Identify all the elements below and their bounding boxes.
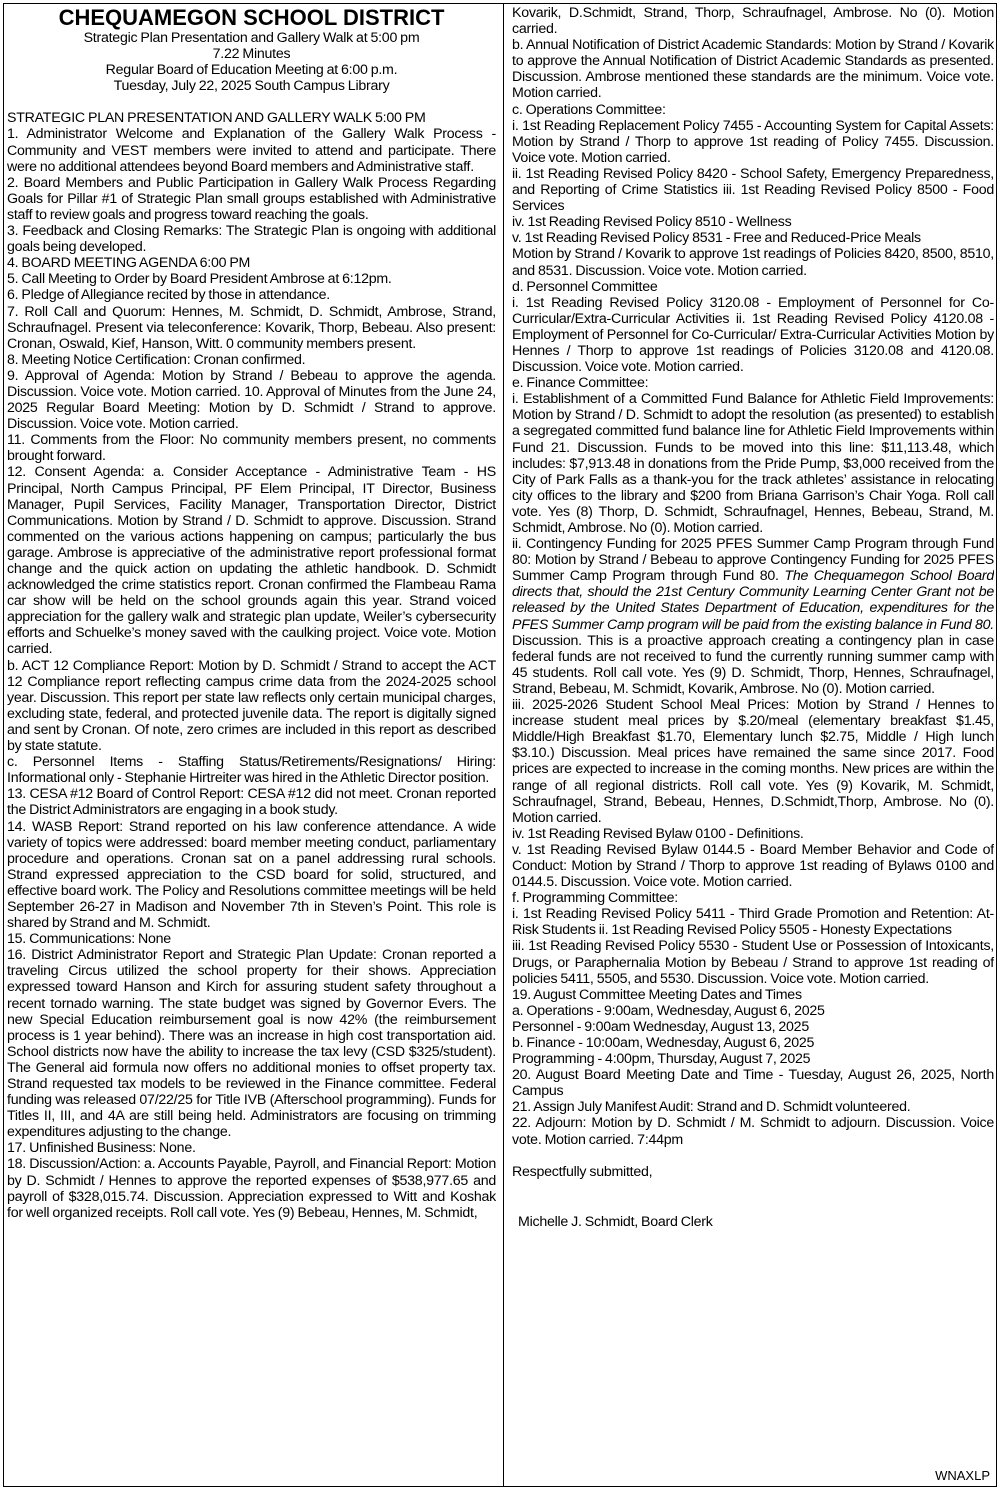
contingency-paragraph bbox=[512, 536, 994, 697]
paragraph: f. Programming Committee: bbox=[512, 890, 679, 907]
contingency-text: Discussion. This is a proactive approach creating a contingency plan in case federal funds are not received to fund the currently running summer camp with 45 students. Roll call vote. Yes (9) D. Schmidt, Thorp, Hennes, Schraufnagel, Strand, Bebeau, M. Schmidt, Kovarik, Ambrose. No (0). Motion carried. bbox=[512, 632, 994, 697]
paragraph: ii. 1st Reading Revised Policy 8420 - School Safety, Emergency Preparedness, and Reporting of Crime Statistics iii. 1st Reading Revised Policy 8500 - Food Services bbox=[512, 165, 994, 215]
header-line: 7.22 Minutes bbox=[212, 46, 291, 63]
paragraph: 19. August Committee Meeting Dates and Times bbox=[512, 986, 802, 1003]
paragraph: Motion by Strand / Kovarik to approve 1st readings of Policies 8420, 8500, 8510, and 8531. Discussion. Voice vote. Motion carried. bbox=[512, 246, 994, 279]
right-body bbox=[512, 5, 994, 536]
paragraph: 9. Approval of Agenda: Motion by Strand / Bebeau to approve the agenda. Discussion. Voice vote. Motion carried. 10. Approval of Minutes from the June 24, 2025 Regular Board Meeting: Motion by D. Schmidt / Strand to approve. Discussion. Voice vote. Motion carried. bbox=[7, 367, 496, 433]
paragraph: Personnel - 9:00am Wednesday, August 13, 2025 bbox=[512, 1018, 809, 1035]
paragraph: e. Finance Committee: bbox=[512, 375, 649, 392]
paragraph: 3. Feedback and Closing Remarks: The Strategic Plan is ongoing with additional goals being developed. bbox=[7, 223, 496, 256]
paragraph: i. 1st Reading Revised Policy 3120.08 - Employment of Personnel for Co-Curricular/Extra-Curricular Activities ii. 1st Reading Revised Policy 4120.08 - Employment of Personnel for Co-Curricular/ Extra-Curricular Activities Motion by Hennes / Thorp to approve 1st readings of Policies 3120.08 and 4120.08. Discussion. Voice vote. Motion carried. bbox=[512, 294, 994, 376]
paragraph: 1. Administrator Welcome and Explanation of the Gallery Walk Process - Community and VEST members were invited to attend and participate. There were no additional attendees beyond Board members and Administrative staff. bbox=[7, 126, 496, 175]
paragraph: 16. District Administrator Report and Strategic Plan Update: Cronan reported a traveling Circus utilized the school property for their shows. Appreciation expressed toward Hanson and Kirch for assuring student safety throughout a recent tornado warning. The state budget was signed by Governor Evers. The new Special Education reimbursement goal is now 42% (the reimbursement process is 1 year behind). There was an increase in high cost transportation aid. School districts now have the ability to increase the tax levy (CSD $325/student). The General aid formula now offers no additional monies to offset property tax. Strand requested tax models to be reviewed in the Finance committee. Federal funding was released 07/22/25 for Title IVB (Afterschool programming). Funds for Titles II, III, and 4A are still being held. Administrators are focusing on trimming expenditures adjusting to the change. bbox=[7, 947, 496, 1141]
publication-code: WNAXLP bbox=[935, 1468, 990, 1483]
board-directive: The Chequamegon School Board directs that, should the 21st Century Community Learning Center Grant not be released by the United States Department of Education, expenditures for the PFES Summer Camp program will be paid from the existing balance in Fund 80. bbox=[512, 568, 994, 633]
paragraph: i. 1st Reading Revised Policy 5411 - Third Grade Promotion and Retention: At-Risk Students ii. 1st Reading Revised Policy 5505 - Honesty Expectations bbox=[512, 906, 994, 939]
paragraph: 6. Pledge of Allegiance recited by those in attendance. bbox=[7, 287, 330, 304]
paragraph: b. Annual Notification of District Academic Standards: Motion by Strand / Kovarik to approve the Annual Notification of District Academic Standards as presented. Discussion. Ambrose mentioned these standards are the minimum. Voice vote. Motion carried. bbox=[512, 37, 994, 102]
right-column bbox=[512, 5, 994, 1485]
paragraph: b. ACT 12 Compliance Report: Motion by D. Schmidt / Strand to accept the ACT 12 Compliance report reflecting campus crime data from the 2024-2025 school year. Discussion. This report per state law reflects only certain municipal charges, excluding state, federal, and protected juvenile data. The report is digitally signed and sent by Cronan. Of note, zero crimes are included in this report as described by state statute. bbox=[7, 657, 496, 755]
paragraph: 7. Roll Call and Quorum: Hennes, M. Schmidt, D. Schmidt, Ambrose, Strand, Schraufnagel. Present via teleconference: Kovarik, Thorp, Bebeau. Also present: Cronan, Oswald, Kief, Hanson, Witt. 0 community members present. bbox=[7, 303, 496, 352]
paragraph: 17. Unfinished Business: None. bbox=[7, 1140, 196, 1157]
paragraph: 5. Call Meeting to Order by Board President Ambrose at 6:12pm. bbox=[7, 271, 392, 288]
paragraph: 18. Discussion/Action: a. Accounts Payable, Payroll, and Financial Report: Motion by D. Schmidt / Hennes to approve the reported expenses of $538,977.65 and payroll of $328,015.74. Discussion. Appreciation expressed to Witt and Koshak for well organized receipts. Roll call vote. Yes (9) Bebeau, Hennes, M. Schmidt, bbox=[7, 1156, 496, 1221]
paragraph: i. Establishment of a Committed Fund Balance for Athletic Field Improvements: Motion by Strand / D. Schmidt to adopt the resolution (as presented) to establish a segregated committed fund balance line for Athletic Field Improvements within Fund 21. Discussion. Funds to be moved into this line: $11,113.48, which includes: $7,913.48 in donations from the Pride Pump, $3,000 received from the City of Park Falls as a thank-you for the track athletes’ assistance in relocating city offices to the library and $200 from Briana Garrison’s Chair Yoga. Roll call vote. Yes (8) Thorp, D. Schmidt, Schraufnagel, Hennes, Bebeau, Strand, M. Schmidt, Ambrose. No (0). Motion carried. bbox=[512, 391, 994, 536]
paragraph: 4. BOARD MEETING AGENDA 6:00 PM bbox=[7, 255, 251, 272]
paragraph: 12. Consent Agenda: a. Consider Acceptance - Administrative Team - HS Principal, North Campus Principal, PF Elem Principal, IT Director, Business Manager, Pupil Services, Facility Manager, Transportation Director, District Communications. Motion by Strand / D. Schmidt to approve. Discussion. Strand commented on the various actions happening on campus; particularly the bus garage. Ambrose is appreciative of the administrative report professional format change and the quick action on updating the athletic handbook. D. Schmidt acknowledged the crime statistics report. Cronan confirmed the Flambeau Rama car show will be held on the school grounds again this year. Strand voiced appreciation for the gallery walk and strategic plan update, Weiler’s cybersecurity efforts and Schuelke’s money saved with the caulking project. Voice vote. Motion carried. bbox=[7, 464, 496, 658]
paragraph: 14. WASB Report: Strand reported on his law conference attendance. A wide variety of topics were addressed: board member meeting conduct, parliamentary procedure and operations. Cronan sat on a panel addressing rural schools. Strand expressed appreciation to the CSD board for solid, structured, and effective board work. The Policy and Resolutions committee meetings will be held September 26-27 in Madison and November 7th in Steven’s Point. This role is shared by Strand and M. Schmidt. bbox=[7, 818, 496, 932]
spacer bbox=[512, 1148, 994, 1164]
paragraph: 15. Communications: None bbox=[7, 931, 171, 948]
header-line: Regular Board of Education Meeting at 6:00 p.m. bbox=[105, 62, 398, 79]
legal-notice bbox=[3, 3, 997, 1487]
paragraph: v. 1st Reading Revised Bylaw 0144.5 - Board Member Behavior and Code of Conduct: Motion by Strand / Thorp to approve 1st reading of Bylaws 0100 and 0144.5. Discussion. Voice vote. Motion carried. bbox=[512, 841, 994, 891]
paragraph: STRATEGIC PLAN PRESENTATION AND GALLERY WALK 5:00 PM bbox=[7, 110, 426, 127]
spacer bbox=[512, 1180, 994, 1214]
right-body bbox=[512, 697, 994, 1148]
paragraph: c. Personnel Items - Staffing Status/Retirements/Resignations/ Hiring: Informational only - Stephanie Hirtreiter was hired in the Athletic Director position. bbox=[7, 754, 496, 787]
paragraph: b. Finance - 10:00am, Wednesday, August 6, 2025 bbox=[512, 1035, 815, 1051]
paragraph: 20. August Board Meeting Date and Time - Tuesday, August 26, 2025, North Campus bbox=[512, 1067, 994, 1100]
paragraph: c. Operations Committee: bbox=[512, 101, 666, 118]
district-title: CHEQUAMEGON SCHOOL DISTRICT bbox=[58, 5, 445, 30]
paragraph: iv. 1st Reading Revised Bylaw 0100 - Definitions. bbox=[512, 825, 804, 842]
paragraph: 8. Meeting Notice Certification: Cronan confirmed. bbox=[7, 351, 306, 368]
paragraph: iii. 2025-2026 Student School Meal Prices: Motion by Strand / Hennes to increase student meal prices by $.20/meal (elementary breakfast $1.45, Middle/High Breakfast $1.70, Elementary lunch $2.75, Middle / High lunch $3.10.) Discussion. Meal prices have remained the same since 2017. Food prices are expected to increase in the coming months. New prices are within the range of all regional districts. Roll call vote. Yes (9) Kovarik, M. Schmidt, Schraufnagel, Strand, Bebeau, Hennes, D.Schmidt,Thorp, Ambrose. No (0). Motion carried. bbox=[512, 697, 994, 826]
paragraph: 2. Board Members and Public Participation in Gallery Walk Process Regarding Goals for Pillar #1 of Strategic Plan small groups established with Administrative staff to review goals and progress toward reaching the goals. bbox=[7, 174, 496, 223]
paragraph: iv. 1st Reading Revised Policy 8510 - Wellness bbox=[512, 214, 792, 231]
header-line: Tuesday, July 22, 2025 South Campus Library bbox=[113, 78, 390, 95]
paragraph: 21. Assign July Manifest Audit: Strand and D. Schmidt volunteered. bbox=[512, 1099, 911, 1116]
paragraph: 13. CESA #12 Board of Control Report: CESA #12 did not meet. Cronan reported the District Administrators are engaging in a book study. bbox=[7, 786, 496, 819]
paragraph: v. 1st Reading Revised Policy 8531 - Free and Reduced-Price Meals bbox=[512, 230, 921, 247]
paragraph: d. Personnel Committee bbox=[512, 278, 658, 295]
paragraph: a. Operations - 9:00am, Wednesday, August 6, 2025 bbox=[512, 1002, 825, 1019]
paragraph: 11. Comments from the Floor: No community members present, no comments brought forward. bbox=[7, 432, 496, 465]
column-divider bbox=[503, 4, 504, 1486]
paragraph: Kovarik, D.Schmidt, Strand, Thorp, Schraufnagel, Ambrose. No (0). Motion carried. bbox=[512, 5, 994, 38]
spacer bbox=[7, 94, 496, 110]
paragraph: Programming - 4:00pm, Thursday, August 7, 2025 bbox=[512, 1051, 811, 1068]
left-column bbox=[7, 5, 496, 1485]
header bbox=[7, 7, 496, 94]
contingency-text: ii. Contingency Funding for 2025 PFES Summer Camp Program through Fund 80: Motion by Strand / Bebeau to approve Contingency Funding for 2025 PFES Summer Camp Program through Fund 80. bbox=[512, 536, 994, 585]
header-line: Strategic Plan Presentation and Gallery Walk at 5:00 pm bbox=[83, 30, 420, 46]
left-body bbox=[7, 110, 496, 1220]
closing: Respectfully submitted, bbox=[512, 1163, 653, 1180]
paragraph: iii. 1st Reading Revised Policy 5530 - Student Use or Possession of Intoxicants, Drugs, or Paraphernalia Motion by Bebeau / Strand to approve 1st reading of policies 5411, 5505, and 5530. Discussion. Voice vote. Motion carried. bbox=[512, 938, 994, 987]
paragraph: i. 1st Reading Replacement Policy 7455 - Accounting System for Capital Assets: Motion by Strand / Thorp to approve 1st reading of Policy 7455. Discussion. Voice vote. Motion carried. bbox=[512, 117, 994, 166]
signature: Michelle J. Schmidt, Board Clerk bbox=[518, 1213, 713, 1230]
paragraph: 22. Adjourn: Motion by D. Schmidt / M. Schmidt to adjourn. Discussion. Voice vote. Motion carried. 7:44pm bbox=[512, 1115, 994, 1148]
